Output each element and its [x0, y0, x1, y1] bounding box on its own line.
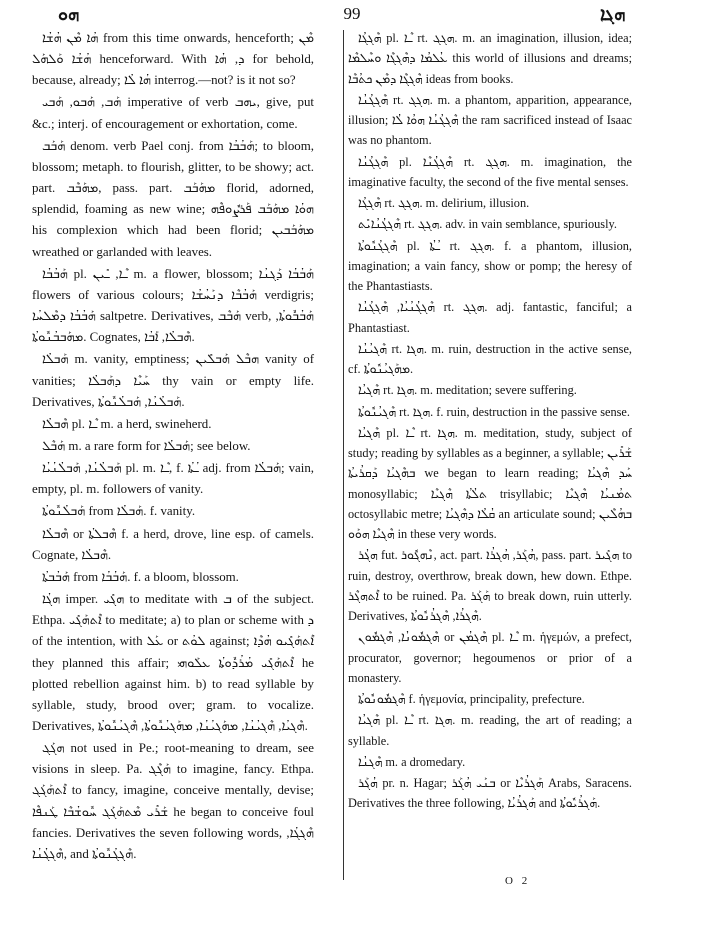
page-header [0, 2, 704, 24]
dictionary-entry: ܗܓܰܓ not used in Pe.; root-meaning to dream, see visions in sleep. Pa. ܗܰܓܶܓ to imagine, fancy. Ethpa. ܐܶܬܗܰܓܰܓ to fancy, imagine, conceive mentally, devise; ܫܰܪܺܝ ܡܶܬܗܰܓܰܓ ܚܽܘܫܳܒܶܐ ܛܰܢܦܶܐ he began to conceive foul fancies. Derivatives the seven following words, ܗܶܓܓܳܐ, ܗܶܓܓܳܢܳܐ, and ܗܶܓܓܳܢܽܘܬܳܐ. [32, 741, 315, 861]
dictionary-entry: ܗܶܓܓܳܢܳܐ pl. ܗܶܓܓܳܢܶܐ rt. ܗܓܓ. m. imagination, the imaginative faculty, the second of the five mental senses. [348, 154, 633, 189]
signature-mark: O 2 [505, 875, 531, 887]
dictionary-entry: ܗܶܒܠܳܐ or ܗܶܒܠܬܳܐ f. a herd, drove, line esp. of camels. Cognate, ܗܶܒܠܳܐ. [32, 526, 314, 562]
dictionary-entry: ܗܳܐ ܡܶܢ ܗܳܫܳܐ from this time onwards, henceforth; ܡܶܢ ܗܳܫܳܐ ܘܰܠܗܰܠ henceforward. With ܕ, ܗܳܐ for behold, because, already; ܗܳܐ ܠܳܐ interrog.—not? is it not so? [32, 31, 315, 88]
dictionary-entry: ܗܰܒܳܒܬܳܐ from ܗܰܒܳܒܳܐ. f. a bloom, blossom. [42, 569, 239, 584]
page-number: 99 [343, 4, 361, 23]
column-divider [343, 30, 344, 880]
dictionary-entry: ܗܶܓܝܳܐ pl. ـܶܐ rt. ܗܓܐ. m. reading, the art of reading; a syllable. [348, 713, 632, 748]
dictionary-entry: ܗܓܳܪ fut. ܢܶܗܓܽܘܪ, act. part. ܗܳܓܰܪ, ܗܳܓܪܳܐ, pass. part. ܗܓܺܝܪ to ruin, destroy, overthrow, break down, hew down. Ethpe. ܐܶܬܗܓܶܪ to be ruined. Pa. ܗܰܓܰܪ to break down, ruin utterly. Derivatives, ܗܶܓܪܳܐ, ܗܶܓܪܳܢܽܘܬܳܐ. [348, 548, 632, 623]
dictionary-entry: ܗܶܓܝܳܢܳܐ rt. ܗܓܐ. m. ruin, destruction in the active sense, cf. ܡܗܰܓܝܳܢܽܘܬܳܐ. [348, 341, 632, 376]
dictionary-entry: ܗܶܓܓܳܢܽܘܬܳܐ pl. ـܳܬܳܐ rt. ܗܓܓ. f. a phantom, illusion, imagination; a vain fancy, show or pomp; the heresy of the Phantastiasts. [348, 238, 633, 293]
left-running-head: ܗܘ [58, 4, 80, 25]
right-column [348, 28, 632, 815]
dictionary-entry: ܗܶܓܓܳܐ pl. ـܶܐ rt. ܗܓܓ. m. an imagination, illusion, idea; ܥܳܠܡܳܐ ܕܗܶܓܓܶܐ ܘܚܶܠܡܶܐ this world of illusions and dreams; ܗܶܓܓܶܐ ܕܡܶܢ ܟܬܳܒܶܐ ideas from books. [348, 31, 633, 86]
dictionary-entry: ܗܓܳܐ imper. ܗܓܺܝ to meditate with ܒ of the subject. Ethpa. ܐܶܬܗܰܓܺܝ to meditate; a) to plan or scheme with ܕ of the intention, with ܥܰܠ or ܠܘܳܬ against; ܐܶܬܗܰܓܺܝܘ ܗܳܕܶܐ they planned this affair; ܐܶܬܗܰܓܺܝ ܡܳܪܳܕܽܘܬܳܐ ܥܠܰܘܗܝ he plotted rebellion against him. b) to read syllable by syllable, study, brood over; gram. to vocalize. Derivatives, ܗܶܓܝܳܐ, ܗܶܓܝܳܢܳܐ, ܡܗܰܓܝܳܢܳܐ, ܡܗܰܓܝܳܢܽܘܬܳܐ, ܗܶܓܝܳܢܽܘܬܳܐ. [32, 592, 315, 733]
dictionary-entry: ܗܶܓܓܳܢܳܝܳܐ, ܗܶܓܓܳܢܳܐ rt. ܗܓܓ. adj. fantastic, fanciful; a Phantastiast. [348, 300, 633, 335]
dictionary-entry: ܗܰܒܳܒܳܐ pl. ـܶܐ, ـܺܝܢ m. a flower, blossom; ܗܰܒܳܒܳܐ ܕܰܓܢܳܐ flowers of various colours; ܗܰܒܳܒܶܐ ܕܢܰܚܳܫܳܐ verdigris; ܗܰܒܳܒܳܐ ܕܡܶܠܚܳܐ saltpetre. Derivatives, ܗܰܒܶܒ verb, ܗܰܒܳܒܽܘܬܳܐ, ܡܗܰܒܒܳܢܽܘܬܳܐ. Cognates, ܗܶܒܠܳܐ, ܐܰܒܳܐ. [32, 266, 314, 345]
dictionary-entry: ܗܶܓܓܳܢܳܐܝܺܬ rt. ܗܓܓ. adv. in vain semblance, spuriously. [358, 217, 617, 232]
dictionary-entry: ܗܶܓܓܳܢܳܐ rt. ܗܓܓ. m. a phantom, apparition, appearance, illusion; ܗܶܓܓܳܢܳܐ ܗܘܳܐ ܠܳܐ the ram sacrificed instead of Isaac was no phantom. [348, 92, 632, 148]
dictionary-entry: ܗܶܓܡܽܘܢܽܘܬܳܐ f. ἡγεμονία, principality, prefecture. [358, 692, 585, 706]
dictionary-entry: ܗܶܒܠܳܐ pl. ـܶܐ m. a herd, swineherd. [42, 416, 212, 431]
left-column [32, 28, 314, 866]
dictionary-entry: ܗܶܓܢܳܐ m. a dromedary. [358, 754, 466, 769]
dictionary-entry: ܗܶܓܓܳܐ rt. ܗܓܓ. m. delirium, illusion. [358, 196, 530, 210]
dictionary-entry: ܗܶܓܝܳܢܽܘܬܳܐ rt. ܗܓܐ. f. ruin, destruction in the passive sense. [358, 404, 630, 419]
dictionary-entry: ܗܶܓܡܽܘܢܳܐ, ܗܶܓܡܽܘܢ or ܗܶܓܡܳܢ pl. ـܶܐ m. ἡγεμών, a prefect, procurator, governor; hegoumenos or prior of a monastery. [348, 630, 632, 685]
dictionary-entry: ܗܰܒ, ܗܰܒܘ, ܗܰܒܝ imperative of verb ܝܗܒ, give, put &c.; interj. of encouragement or exhortation, come. [32, 95, 314, 131]
dictionary-entry: ܗܰܒܶܠ m. a rare form for ܗܰܒܠܳܐ; see below. [42, 438, 251, 453]
dictionary-entry: ܗܰܒܠܳܢܳܐ, ܗܰܒܠܳܢܳܝܳܐ pl. m. ـܶܐ, f. ـܳܬܳܐ adj. from ܗܰܒܠܳܐ; vain, empty, pl. m. followers of vanity. [32, 461, 314, 497]
dictionary-entry: ܗܰܒܠܳܐ m. vanity, emptiness; ܗܒܶܠ ܗܰܒܠܺܝܢ vanity of vanities; ܚܰܝܶܐ ܕܗܰܒܠܳܐ thy vain or empty life. Derivatives, ܗܰܒܠܳܢܳܐ, ܗܰܒܠܳܢܽܘܬܳܐ. [32, 352, 314, 409]
right-running-head: ܗܓܐ [600, 4, 626, 25]
dictionary-entry: ܗܳܓܰܪ pr. n. Hagar; ܒܢܰܝ ܗܳܓܰܪ or ܗܰܓܪܳܝܶܐ Arabs, Saracens. Derivatives the three following, ܗܰܓܪܳܝܳܐ and ܗܰܓܪܳܝܽܘܬܳܐ. [348, 776, 632, 811]
dictionary-entry: ܗܰܒܰܒ denom. verb Pael conj. from ܗܰܒܳܒܳܐ; to bloom, blossom; metaph. to flourish, glitter, to be showy; act. part. ܡܗܰܒܶܒ, pass. part. ܡܗܰܒܰܒ florid, adorned, splendid, foaming as new wine; ܗܘܳܐ ܡܗܰܒܰܒ ܦܰܪܨܽܘܦܶܗ his complexion which had been florid; ܡܗܰܒܰܒܝܢ wreathed or garlanded with leaves. [32, 138, 314, 259]
dictionary-entry: ܗܰܒܠܳܢܽܘܬܳܐ from ܗܰܒܠܳܐ. f. vanity. [42, 504, 196, 519]
dictionary-entry: ܗܶܓܝܳܐ pl. ـܶܐ rt. ܗܓܐ. m. meditation, study, subject of study; reading by syllables as a beginner, a syllable; ܫܰܪܺܝܢ ܒܗܶܓܝܳܐ ܕܰܩܪܳܝܬܳܐ we began to learn reading; ܚܰܕ ܗܶܓܝܳܐ monosyllabic; ܬܠܳܬܳܐ ܗܶܓܝܶܐ trisyllabic; ܬܡܳܢܝܳܐ ܗܶܓܝܶܐ octosyllabic metre; ܩܳܠܳܐ ܕܗܶܓܝܳܐ an articulate sound; ܒܗܳܠܶܝܢ ܗܶܓܝܶܐ ܗܘܰܘ in these very words. [348, 425, 633, 541]
dictionary-entry: ܗܶܓܝܳܐ rt. ܗܓܐ. m. meditation; severe suffering. [358, 383, 577, 398]
